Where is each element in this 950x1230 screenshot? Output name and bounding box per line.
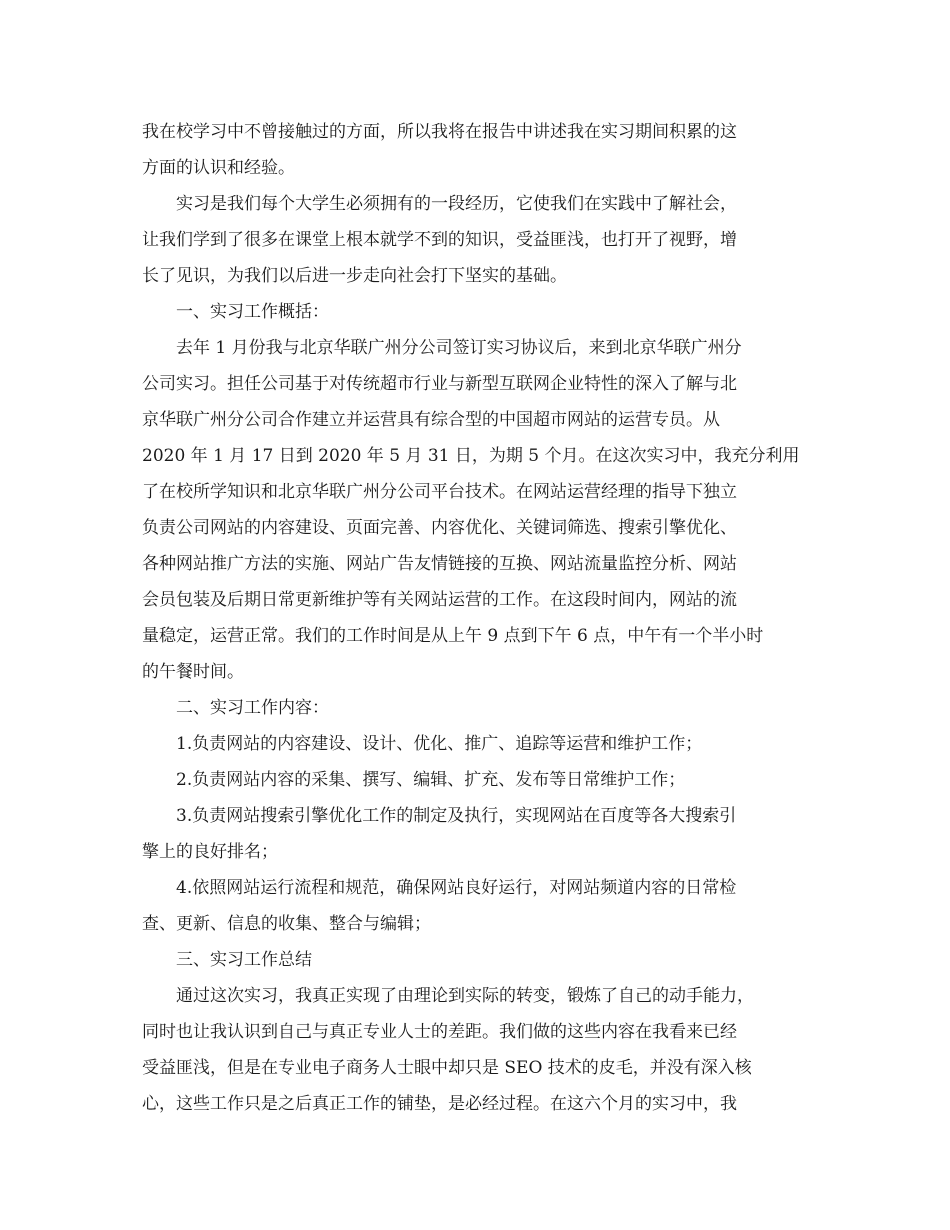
text-line: 2020 年 1 月 17 日到 2020 年 5 月 31 日，为期 5 个月。在这次实习中，我充分利用 [142,446,800,466]
list-item: 2.负责网站内容的采集、撰写、编辑、扩充、发布等日常维护工作； [176,770,686,790]
text-line: 同时也让我认识到自己与真正专业人士的差距。我们做的这些内容在我看来已经 [142,1022,737,1042]
section-heading: 一、实习工作概括： [176,302,329,322]
paragraph-first-line: 通过这次实习，我真正实现了由理论到实际的转变，锻炼了自己的动手能力， [176,986,754,1006]
text-line: 的午餐时间。 [142,662,244,682]
text-line: 方面的认识和经验。 [142,158,295,178]
text-line: 量稳定，运营正常。我们的工作时间是从上午 9 点到下午 6 点，中午有一个半小时 [142,626,764,646]
text-line: 负责公司网站的内容建设、页面完善、内容优化、关键词筛选、搜索引擎优化、 [142,518,737,538]
text-line: 公司实习。担任公司基于对传统超市行业与新型互联网企业特性的深入了解与北 [142,374,737,394]
list-item: 4.依照网站运行流程和规范，确保网站良好运行，对网站频道内容的日常检 [176,878,737,898]
section-heading: 二、实习工作内容： [176,698,329,718]
list-item: 3.负责网站搜索引擎优化工作的制定及执行，实现网站在百度等各大搜索引 [176,806,737,826]
text-line: 会员包装及后期日常更新维护等有关网站运营的工作。在这段时间内，网站的流 [142,590,737,610]
list-item: 1.负责网站的内容建设、设计、优化、推广、追踪等运营和维护工作； [176,734,703,754]
text-line: 查、更新、信息的收集、整合与编辑； [142,914,431,934]
text-line: 各种网站推广方法的实施、网站广告友情链接的互换、网站流量监控分析、网站 [142,554,737,574]
text-line: 我在校学习中不曾接触过的方面，所以我将在报告中讲述我在实习期间积累的这 [142,122,737,142]
text-line: 让我们学到了很多在课堂上根本就学不到的知识，受益匪浅，也打开了视野，增 [142,230,737,250]
paragraph-first-line: 去年 1 月份我与北京华联广州分公司签订实习协议后，来到北京华联广州分 [176,338,742,358]
text-line: 受益匪浅，但是在专业电子商务人士眼中却只是 SEO 技术的皮毛，并没有深入核 [142,1058,752,1078]
paragraph-first-line: 实习是我们每个大学生必须拥有的一段经历，它使我们在实践中了解社会， [176,194,737,214]
text-line: 擎上的良好排名； [142,842,278,862]
text-line: 京华联广州分公司合作建立并运营具有综合型的中国超市网站的运营专员。从 [142,410,720,430]
text-line: 心，这些工作只是之后真正工作的铺垫，是必经过程。在这六个月的实习中，我 [142,1094,737,1114]
section-heading: 三、实习工作总结 [176,950,312,970]
text-line: 了在校所学知识和北京华联广州分公司平台技术。在网站运营经理的指导下独立 [142,482,737,502]
text-line: 长了见识，为我们以后进一步走向社会打下坚实的基础。 [142,266,567,286]
